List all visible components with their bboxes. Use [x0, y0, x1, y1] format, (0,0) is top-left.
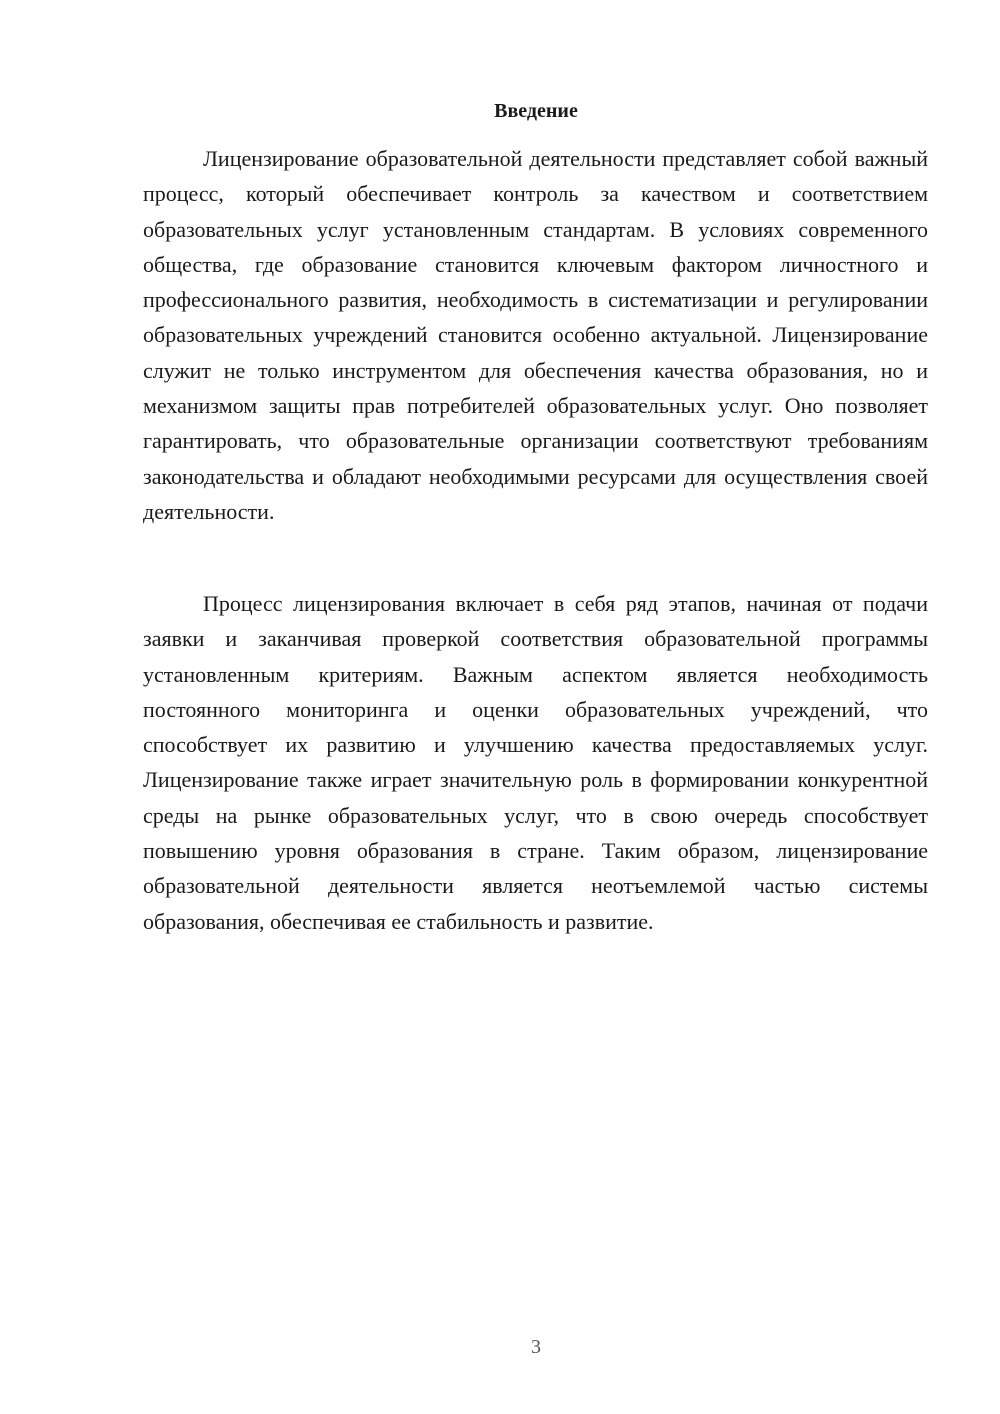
page-number: 3	[531, 1336, 541, 1358]
paragraph-1: Лицензирование образовательной деятельности представляет собой важный процесс, который обеспечивает контроль за качеством и соответствием образовательных услуг установленным стандартам. В условиях современного общества, где образование становится ключевым фактором личностного и профессионального развития, необходимость в систематизации и регулировании образовательных учреждений становится особенно актуальной. Лицензирование служит не только инструментом для обеспечения качества образования, но и механизмом защиты прав потребителей образовательных услуг. Оно позволяет гарантировать, что образовательные организации соответствуют требованиям законодательства и обладают необходимыми ресурсами для осуществления своей деятельности.	[143, 146, 928, 524]
section-heading: Введение	[494, 100, 578, 122]
paragraph-2: Процесс лицензирования включает в себя ряд этапов, начиная от подачи заявки и заканчивая проверкой соответствия образовательной программы установленным критериям. Важным аспектом является необходимость постоянного мониторинга и оценки образовательных учреждений, что способствует их развитию и улучшению качества предоставляемых услуг. Лицензирование также играет значительную роль в формировании конкурентной среды на рынке образовательных услуг, что в свою очередь способствует повышению уровня образования в стране. Таким образом, лицензирование образовательной деятельности является неотъемлемой частью системы образования, обеспечивая ее стабильность и развитие.	[143, 591, 928, 934]
